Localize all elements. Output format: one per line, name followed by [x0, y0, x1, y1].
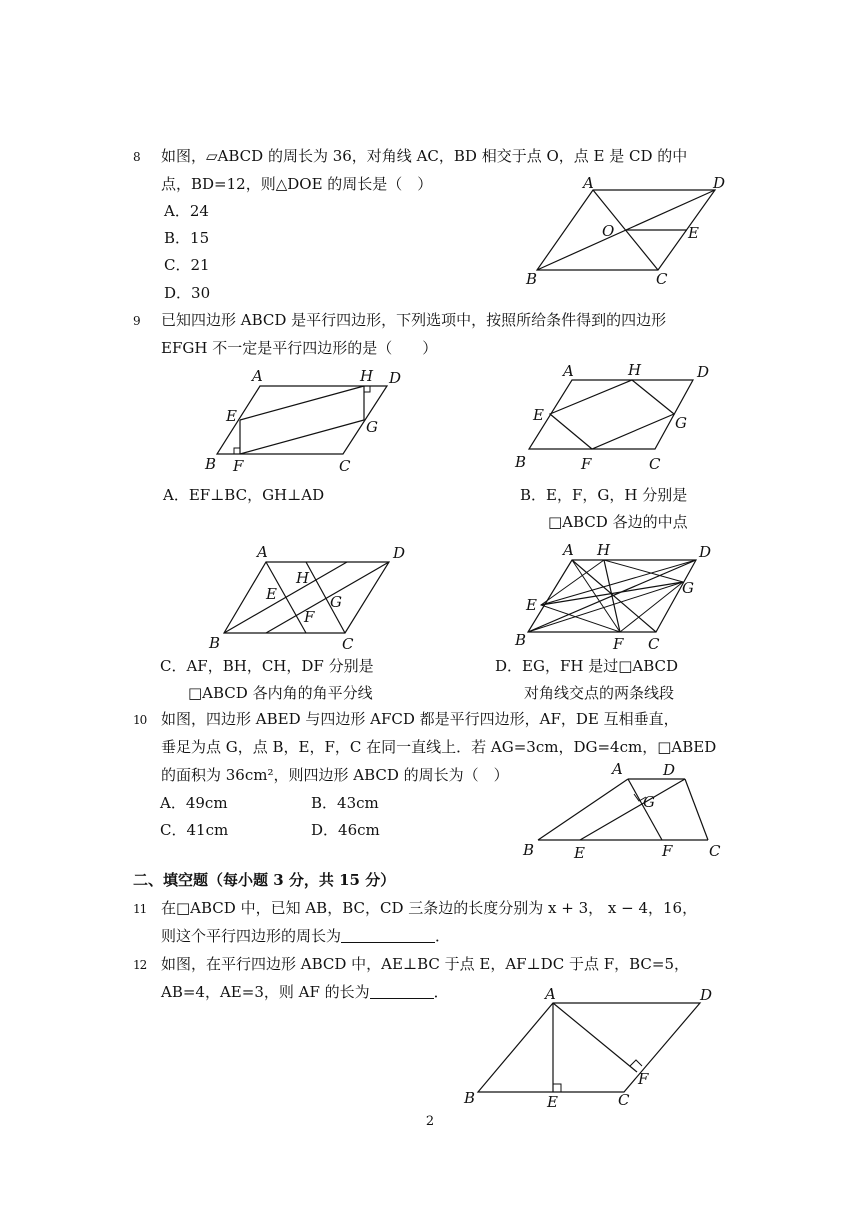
- q8-fig-label-e: E: [688, 224, 699, 242]
- q9d-fig-label-h: H: [597, 541, 611, 559]
- q9d-fig-label-g: G: [682, 579, 694, 597]
- q12-fig-label-a: A: [545, 985, 556, 1003]
- q10-text-line3: 的面积为 36cm²，则四边形 ABCD 的周长为（ ）: [161, 766, 509, 784]
- q8-number: 8: [133, 150, 140, 164]
- q10-fig-label-b: B: [523, 841, 535, 859]
- q12-fig-label-d: D: [700, 986, 713, 1004]
- q9d-fig-label-d: D: [699, 543, 712, 561]
- q9d-fig-label-b: B: [515, 631, 527, 649]
- q10-text-line1: 如图，四边形 ABED 与四边形 AFCD 都是平行四边形，AF，DE 互相垂直，: [161, 710, 679, 728]
- q10-fig-label-d: D: [663, 761, 676, 779]
- q8-fig-label-o: O: [602, 222, 615, 240]
- q9-option-d-line2: 对角线交点的两条线段: [524, 684, 675, 702]
- q10-option-d: D．46cm: [311, 821, 380, 839]
- q10-fig-label-c: C: [709, 842, 721, 860]
- q10-text-line2: 垂足为点 G，点 B，E，F，C 在同一直线上．若 AG=3cm，DG=4cm，□ABED: [161, 738, 717, 756]
- q9d-fig-label-c: C: [648, 635, 660, 653]
- q9-number: 9: [133, 314, 140, 328]
- q8-option-b: B．15: [164, 229, 210, 247]
- q9a-fig-label-f: F: [233, 457, 244, 475]
- q8-option-c: C．21: [164, 256, 210, 274]
- q9-text-line2: EFGH 不一定是平行四边形的是（ ）: [161, 339, 438, 357]
- q9c-fig-label-e: E: [266, 585, 277, 603]
- q8-option-d: D．30: [164, 284, 211, 302]
- q12-fig-label-b: B: [464, 1089, 476, 1107]
- q10-option-b: B．43cm: [311, 794, 379, 812]
- q9-option-c-line2: □ABCD 各内角的角平分线: [188, 684, 373, 702]
- q8-fig-label-a: A: [583, 174, 594, 192]
- q9d-fig-label-a: A: [563, 541, 574, 559]
- q9a-fig-label-e: E: [226, 407, 237, 425]
- q12-fig-label-c: C: [618, 1091, 630, 1109]
- q9c-fig-label-a: A: [257, 543, 268, 561]
- q9c-fig-label-b: B: [209, 634, 221, 652]
- q10-fig-label-f: F: [662, 842, 673, 860]
- q10-option-c: C．41cm: [160, 821, 229, 839]
- q9d-fig-label-f: F: [613, 635, 624, 653]
- q10-option-a: A．49cm: [160, 794, 228, 812]
- q8-fig-label-c: C: [656, 270, 668, 288]
- q9c-fig-label-g: G: [330, 593, 342, 611]
- q8-option-a: A．24: [164, 202, 209, 220]
- q9a-fig-label-g: G: [366, 418, 378, 436]
- q9a-fig-label-c: C: [339, 457, 351, 475]
- q9-text-line1: 已知四边形 ABCD 是平行四边形，下列选项中，按照所给条件得到的四边形: [161, 311, 667, 329]
- q12-fig-label-f: F: [638, 1070, 649, 1088]
- q9-option-b-line1: B．E，F，G，H 分别是: [520, 486, 688, 504]
- q12-text-line2-pre: AB=4，AE=3，则 AF 的长为: [161, 983, 370, 1001]
- q11-text-line1: 在□ABCD 中，已知 AB，BC，CD 三条边的长度分别为 x + 3， x − 4，16，: [161, 899, 698, 917]
- q9b-fig-label-c: C: [649, 455, 661, 473]
- q10-number: 10: [133, 713, 147, 727]
- q9d-fig-label-e: E: [526, 596, 537, 614]
- q12-text-line1: 如图，在平行四边形 ABCD 中，AE⊥BC 于点 E，AF⊥DC 于点 F，BC=5，: [161, 955, 690, 973]
- q9c-fig-label-f: F: [304, 608, 315, 626]
- q9a-fig-label-a: A: [252, 367, 263, 385]
- q9a-fig-label-b: B: [205, 455, 217, 473]
- q8-fig-label-d: D: [713, 174, 726, 192]
- q9c-fig-label-h: H: [296, 569, 310, 587]
- q12-fig-label-e: E: [547, 1093, 558, 1111]
- q10-fig-label-a: A: [612, 760, 623, 778]
- q11-text-line2-post: ．: [435, 927, 451, 945]
- q10-fig-label-e: E: [574, 844, 585, 862]
- q9b-fig-label-e: E: [533, 406, 544, 424]
- q9-option-a: A．EF⊥BC，GH⊥AD: [163, 486, 325, 504]
- q9b-fig-label-a: A: [563, 362, 574, 380]
- q9-option-c-line1: C．AF，BH，CH，DF 分别是: [160, 657, 374, 675]
- section-title-fill-in: 二、填空题（每小题 3 分，共 15 分）: [133, 871, 396, 889]
- q8-text-line2: 点，BD=12，则△DOE 的周长是（ ）: [161, 175, 433, 193]
- q9a-fig-label-h: H: [360, 367, 374, 385]
- q9-option-b-line2: □ABCD 各边的中点: [548, 513, 688, 531]
- q9-option-d-line1: D．EG，FH 是过□ABCD: [495, 657, 679, 675]
- q10-fig-label-g: G: [643, 793, 655, 811]
- q11-text-line2-pre: 则这个平行四边形的周长为: [161, 927, 342, 945]
- page-number: 2: [425, 1114, 435, 1129]
- q9b-fig-label-b: B: [515, 453, 527, 471]
- q12-text-line2-post: ．: [433, 983, 449, 1001]
- q9b-fig-label-g: G: [675, 414, 687, 432]
- q8-fig-label-b: B: [526, 270, 538, 288]
- q9b-fig-label-d: D: [697, 363, 710, 381]
- q9c-fig-label-c: C: [342, 635, 354, 653]
- q8-text-line1: 如图，▱ABCD 的周长为 36，对角线 AC，BD 相交于点 O，点 E 是 CD 的中: [161, 147, 688, 165]
- q9c-fig-label-d: D: [393, 544, 406, 562]
- q12-number: 12: [133, 958, 147, 972]
- q9a-fig-label-d: D: [389, 369, 402, 387]
- q11-number: 11: [133, 902, 147, 916]
- q9b-fig-label-f: F: [581, 455, 592, 473]
- q9b-fig-label-h: H: [628, 361, 642, 379]
